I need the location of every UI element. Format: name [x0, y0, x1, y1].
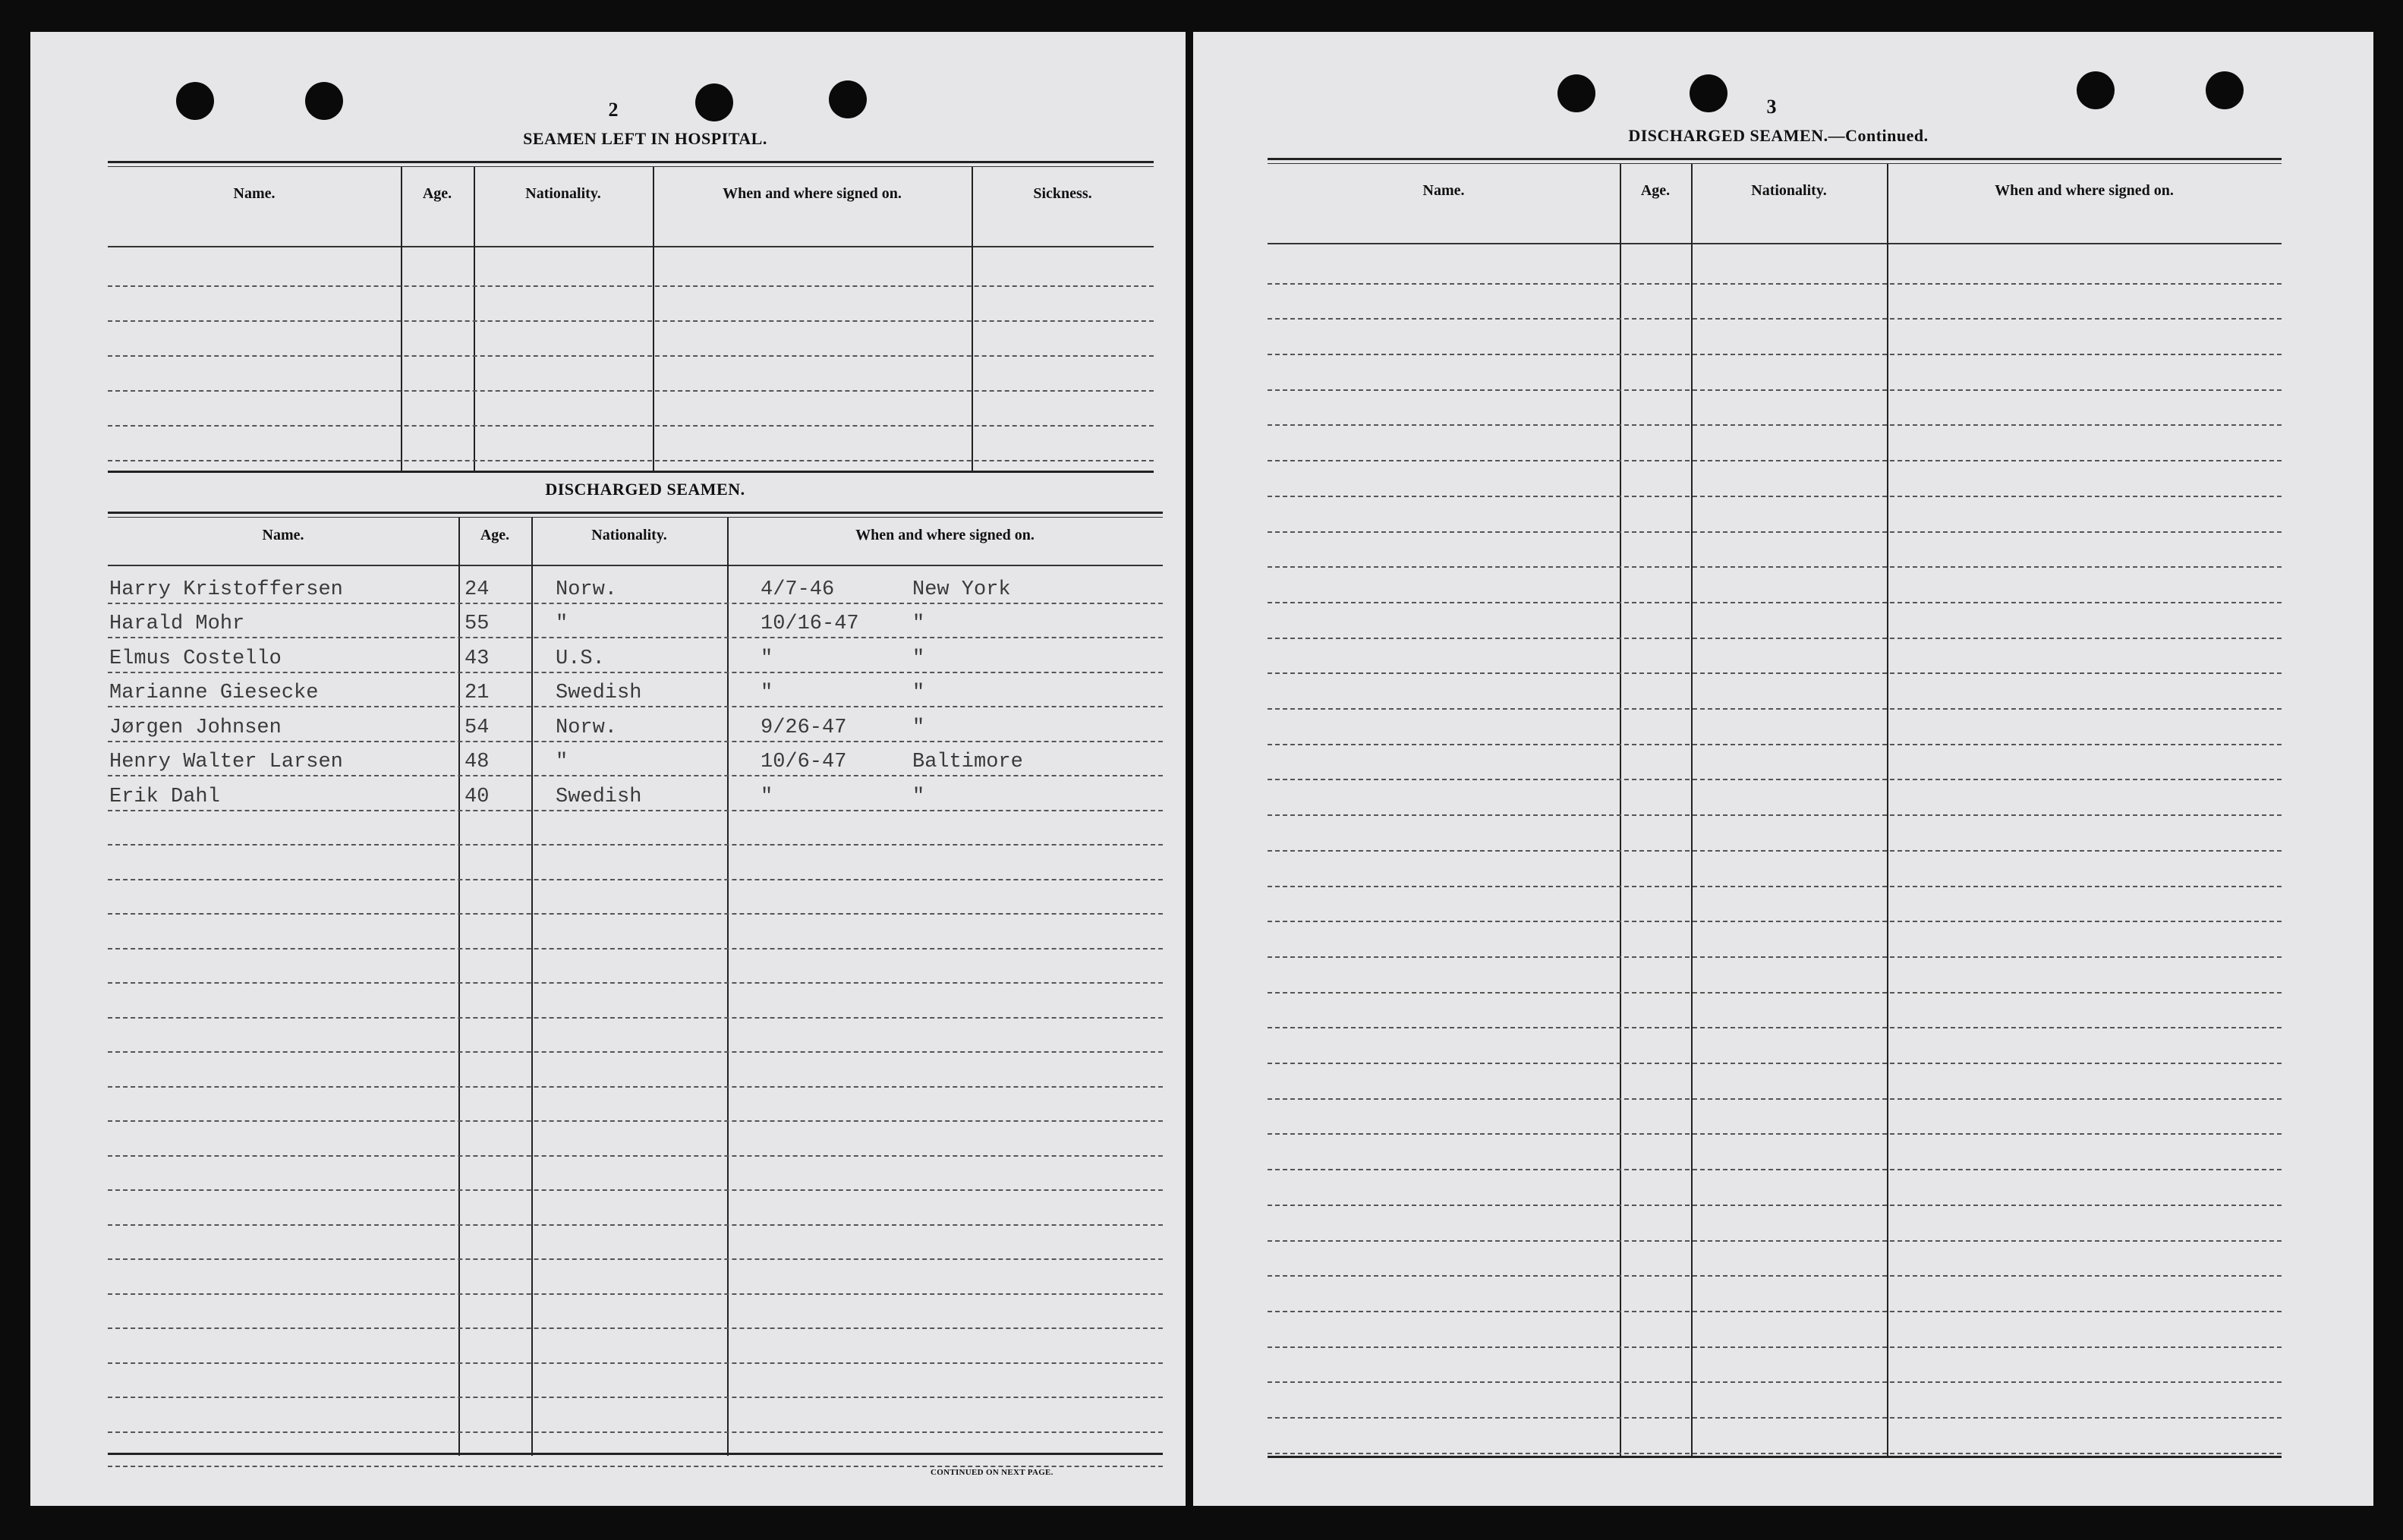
discharged-blank-row — [108, 1155, 1163, 1192]
discharged-cell-name: Marianne Giesecke — [109, 682, 319, 704]
discharged-cell-place: " — [912, 716, 925, 739]
continued-blank-row — [1268, 566, 2282, 603]
discharged-cell-nationality: " — [556, 751, 568, 773]
continued-blank-row — [1268, 1381, 2282, 1419]
continued-blank-row — [1268, 779, 2282, 817]
continued-col-age: Age. — [1640, 182, 1671, 199]
continued-blank-row — [1268, 1346, 2282, 1384]
continued-blank-row — [1268, 1275, 2282, 1312]
continued-blank-row — [1268, 1311, 2282, 1348]
continued-blank-row — [1268, 1205, 2282, 1242]
punch-hole-6 — [1690, 74, 1727, 112]
continued-blank-row — [1268, 672, 2282, 710]
hospital-col-nationality: Nationality. — [525, 185, 601, 202]
discharged-cell-age: 55 — [465, 613, 490, 635]
punch-hole-8 — [2206, 71, 2244, 109]
continued-blank-row — [1268, 708, 2282, 745]
hospital-col-when-where: When and where signed on. — [723, 185, 902, 202]
continued-col-when-where: When and where signed on. — [1995, 182, 2174, 199]
discharged-blank-row — [108, 844, 1163, 880]
continued-col-nationality: Nationality. — [1751, 182, 1827, 199]
continued-blank-row — [1268, 744, 2282, 781]
discharged-blank-row — [108, 913, 1163, 950]
hospital-blank-row — [108, 355, 1154, 392]
discharged-cell-nationality: U.S. — [556, 647, 605, 670]
continued-blank-row — [1268, 1027, 2282, 1064]
continued-blank-row — [1268, 531, 2282, 568]
continued-blank-row — [1268, 1169, 2282, 1206]
continued-blank-row — [1268, 1098, 2282, 1135]
discharged-cell-date: 10/6-47 — [761, 751, 847, 773]
continued-blank-row — [1268, 389, 2282, 427]
continued-blank-row — [1268, 921, 2282, 958]
hospital-col-age: Age. — [422, 185, 452, 202]
discharged-cell-place: " — [912, 682, 925, 704]
discharged-row — [108, 672, 1163, 708]
discharged-blank-row — [108, 879, 1163, 915]
discharged-row — [108, 637, 1163, 673]
hospital-blank-row — [108, 285, 1154, 322]
hospital-table — [108, 161, 1154, 474]
hospital-blank-row — [108, 390, 1154, 427]
continued-blank-row — [1268, 1134, 2282, 1171]
continued-blank-row — [1268, 602, 2282, 639]
continued-blank-row — [1268, 247, 2282, 285]
discharged-col-when-where: When and where signed on. — [855, 527, 1035, 543]
discharged-blank-row — [108, 948, 1163, 984]
continued-blank-row — [1268, 850, 2282, 887]
discharged-cell-age: 54 — [465, 716, 490, 739]
continued-note: CONTINUED ON NEXT PAGE. — [931, 1468, 1053, 1477]
discharged-cell-age: 24 — [465, 578, 490, 601]
continued-blank-row — [1268, 496, 2282, 533]
discharged-cell-name: Erik Dahl — [109, 785, 220, 808]
page-number: 3 — [1766, 96, 1777, 118]
hospital-col-sickness: Sickness. — [1033, 185, 1092, 202]
continued-blank-row — [1268, 1417, 2282, 1454]
punch-hole-1 — [176, 82, 214, 120]
discharged-blank-row — [108, 1017, 1163, 1053]
discharged-table — [108, 512, 1163, 1456]
discharged-blank-row — [108, 810, 1163, 846]
discharged-blank-row — [108, 1120, 1163, 1157]
discharged-row — [108, 603, 1163, 639]
discharged-cell-age: 48 — [465, 751, 490, 773]
continued-blank-row — [1268, 956, 2282, 994]
discharged-blank-row — [108, 1224, 1163, 1261]
discharged-cell-date: 10/16-47 — [761, 613, 859, 635]
discharged-cell-date: 9/26-47 — [761, 716, 847, 739]
discharged-cell-place: " — [912, 647, 925, 670]
continued-blank-row — [1268, 1063, 2282, 1100]
left-page — [30, 32, 1186, 1506]
punch-hole-3 — [695, 83, 733, 121]
punch-hole-4 — [829, 80, 867, 118]
discharged-section-title: DISCHARGED SEAMEN. — [545, 480, 745, 499]
discharged-cell-date: " — [761, 785, 773, 808]
continued-blank-row — [1268, 460, 2282, 497]
discharged-cell-place: " — [912, 785, 925, 808]
discharged-blank-row — [108, 1327, 1163, 1364]
hospital-section-title: SEAMEN LEFT IN HOSPITAL. — [523, 129, 767, 148]
discharged-blank-row — [108, 1086, 1163, 1123]
discharged-cell-date: " — [761, 682, 773, 704]
discharged-col-name: Name. — [262, 527, 304, 543]
discharged-cell-age: 21 — [465, 682, 490, 704]
hospital-blank-row — [108, 425, 1154, 461]
hospital-col-name: Name. — [233, 185, 276, 202]
continued-blank-row — [1268, 992, 2282, 1029]
discharged-col-age: Age. — [480, 527, 510, 543]
continued-blank-row — [1268, 318, 2282, 355]
punch-hole-5 — [1557, 74, 1595, 112]
discharged-blank-row — [108, 1397, 1163, 1433]
discharged-row — [108, 568, 1163, 604]
continued-blank-row — [1268, 283, 2282, 320]
discharged-cell-age: 43 — [465, 647, 490, 670]
discharged-continued-table — [1268, 158, 2282, 1460]
discharged-row — [108, 706, 1163, 742]
discharged-row — [108, 741, 1163, 777]
discharged-cell-place: " — [912, 613, 925, 635]
discharged-blank-row — [108, 1293, 1163, 1330]
punch-hole-7 — [2077, 71, 2115, 109]
discharged-cell-date: 4/7-46 — [761, 578, 835, 601]
discharged-cell-name: Harald Mohr — [109, 613, 245, 635]
continued-blank-row — [1268, 354, 2282, 391]
right-page — [1193, 32, 2373, 1506]
discharged-cell-nationality: Norw. — [556, 578, 618, 601]
continued-blank-row — [1268, 1240, 2282, 1277]
continued-blank-row — [1268, 425, 2282, 462]
hospital-blank-row — [108, 320, 1154, 357]
discharged-blank-row — [108, 1258, 1163, 1295]
page-number: 2 — [608, 99, 619, 121]
discharged-cell-nationality: Swedish — [556, 682, 642, 704]
discharged-cell-date: " — [761, 647, 773, 670]
discharged-row — [108, 775, 1163, 811]
punch-hole-2 — [305, 82, 343, 120]
discharged-blank-row — [108, 982, 1163, 1019]
continued-blank-row — [1268, 638, 2282, 675]
discharged-blank-row — [108, 1051, 1163, 1088]
discharged-cell-name: Jørgen Johnsen — [109, 716, 282, 739]
discharged-cell-nationality: Swedish — [556, 785, 642, 808]
discharged-cell-place: New York — [912, 578, 1011, 601]
discharged-blank-row — [108, 1189, 1163, 1226]
discharged-blank-row — [108, 1431, 1163, 1468]
discharged-cell-name: Henry Walter Larsen — [109, 751, 343, 773]
continued-col-name: Name. — [1422, 182, 1465, 199]
discharged-cell-age: 40 — [465, 785, 490, 808]
discharged-cell-name: Harry Kristoffersen — [109, 578, 343, 601]
discharged-cell-name: Elmus Costello — [109, 647, 282, 670]
hospital-blank-row — [108, 250, 1154, 287]
discharged-cell-nationality: Norw. — [556, 716, 618, 739]
discharged-blank-row — [108, 1362, 1163, 1399]
continued-blank-row — [1268, 886, 2282, 923]
discharged-cell-nationality: " — [556, 613, 568, 635]
discharged-continued-title: DISCHARGED SEAMEN.—Continued. — [1628, 126, 1929, 145]
discharged-col-nationality: Nationality. — [591, 527, 667, 543]
discharged-cell-place: Baltimore — [912, 751, 1023, 773]
continued-blank-row — [1268, 814, 2282, 852]
